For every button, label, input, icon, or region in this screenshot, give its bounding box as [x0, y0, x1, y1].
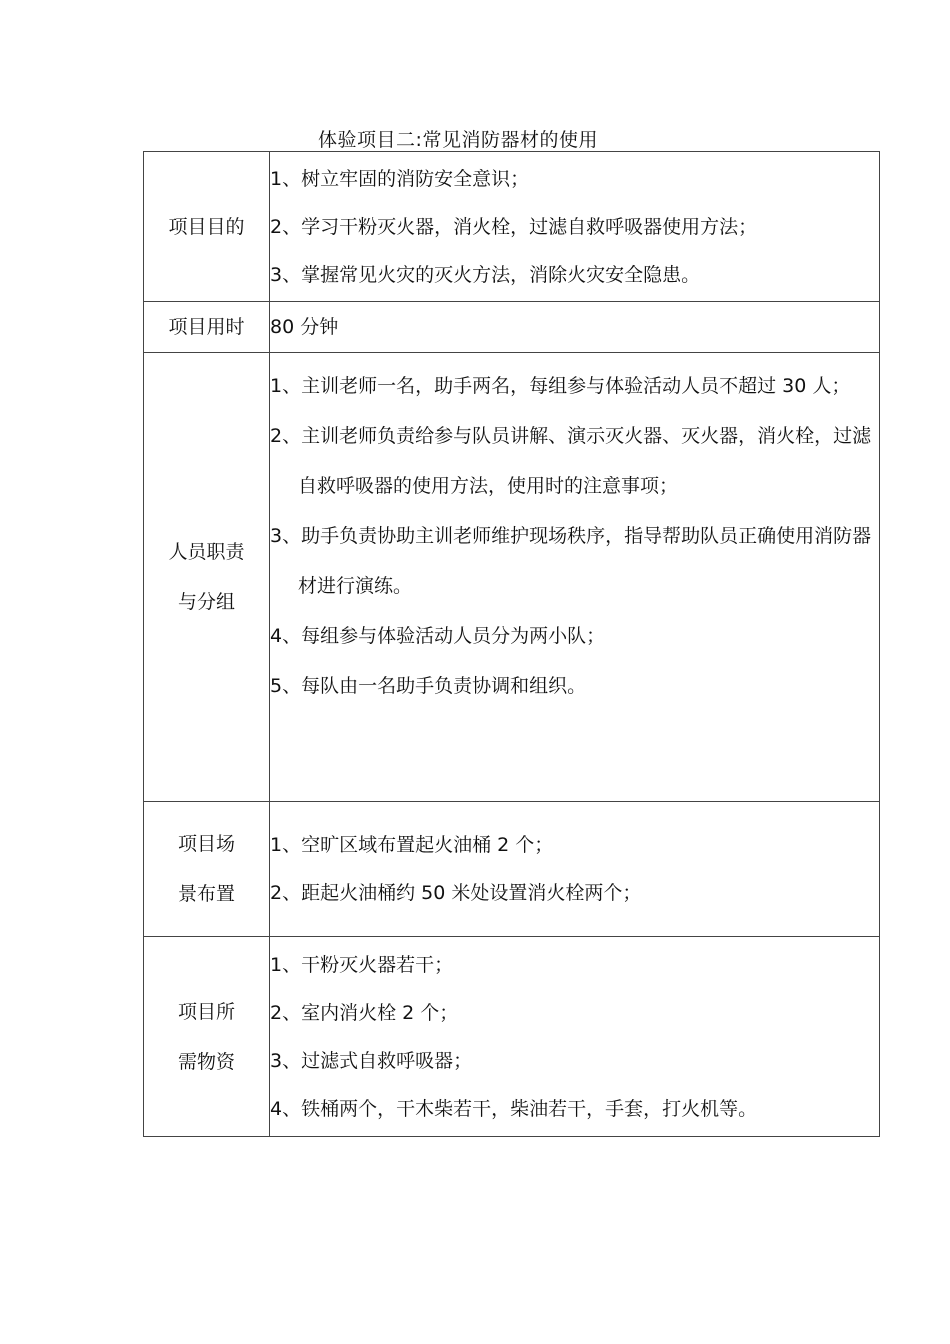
label-line: 项目目的 — [168, 215, 245, 238]
label-line: 项目用时 — [168, 316, 245, 338]
list-item: 1、干粉灭火器若干； — [270, 953, 454, 976]
row-label-purpose — [144, 152, 270, 302]
table-row-purpose — [144, 152, 880, 302]
list-item: 2、距起火油桶约 50 米处设置消火栓两个； — [270, 882, 642, 904]
label-line: 人员职责 — [168, 541, 245, 563]
label-line: 景布置 — [177, 883, 235, 905]
label-line: 需物资 — [177, 1050, 235, 1073]
row-label-setup — [144, 802, 270, 937]
list-item: 4、铁桶两个，干木柴若干，柴油若干，手套，打火机等。 — [270, 1097, 758, 1120]
row-label-materials — [144, 937, 270, 1137]
label-line: 与分组 — [177, 591, 235, 613]
table-row-staffing — [144, 353, 880, 802]
label-line: 项目场 — [177, 833, 235, 855]
row-content-materials — [270, 937, 880, 1137]
row-content-duration — [270, 302, 880, 353]
row-content-setup — [270, 802, 880, 937]
table-row-materials — [144, 937, 880, 1137]
list-item: 5、每队由一名助手负责协调和组织。 — [270, 675, 587, 697]
list-item: 2、室内消火栓 2 个； — [270, 1001, 459, 1024]
list-item: 3、掌握常见火灾的灭火方法，消除火灾安全隐患。 — [270, 263, 701, 286]
document-title: 体验项目二:常见消防器材的使用 — [318, 129, 598, 151]
row-content-purpose — [270, 152, 880, 302]
list-item: 4、每组参与体验活动人员分为两小队； — [270, 625, 606, 647]
row-content-staffing — [270, 353, 880, 802]
list-item: 2、主训老师负责给参与队员讲解、演示灭火器、灭火器，消火栓，过滤自救呼吸器的使用方法，使用时的注意事项； — [270, 425, 872, 497]
list-item: 80 分钟 — [270, 316, 339, 338]
row-label-duration — [144, 302, 270, 353]
list-item: 1、空旷区域布置起火油桶 2 个； — [270, 834, 554, 856]
list-item: 3、过滤式自救呼吸器； — [270, 1049, 473, 1072]
label-line: 项目所 — [177, 1000, 235, 1023]
list-item: 2、学习干粉灭火器，消火栓，过滤自救呼吸器使用方法； — [270, 215, 758, 238]
list-item: 1、树立牢固的消防安全意识； — [270, 167, 530, 190]
row-label-staffing — [144, 353, 270, 802]
table-row-duration — [144, 302, 880, 353]
table-row-setup — [144, 802, 880, 937]
list-item: 1、主训老师一名，助手两名，每组参与体验活动人员不超过 30 人； — [270, 375, 851, 397]
project-table — [143, 151, 880, 1137]
list-item: 3、助手负责协助主训老师维护现场秩序，指导帮助队员正确使用消防器材进行演练。 — [270, 525, 872, 597]
